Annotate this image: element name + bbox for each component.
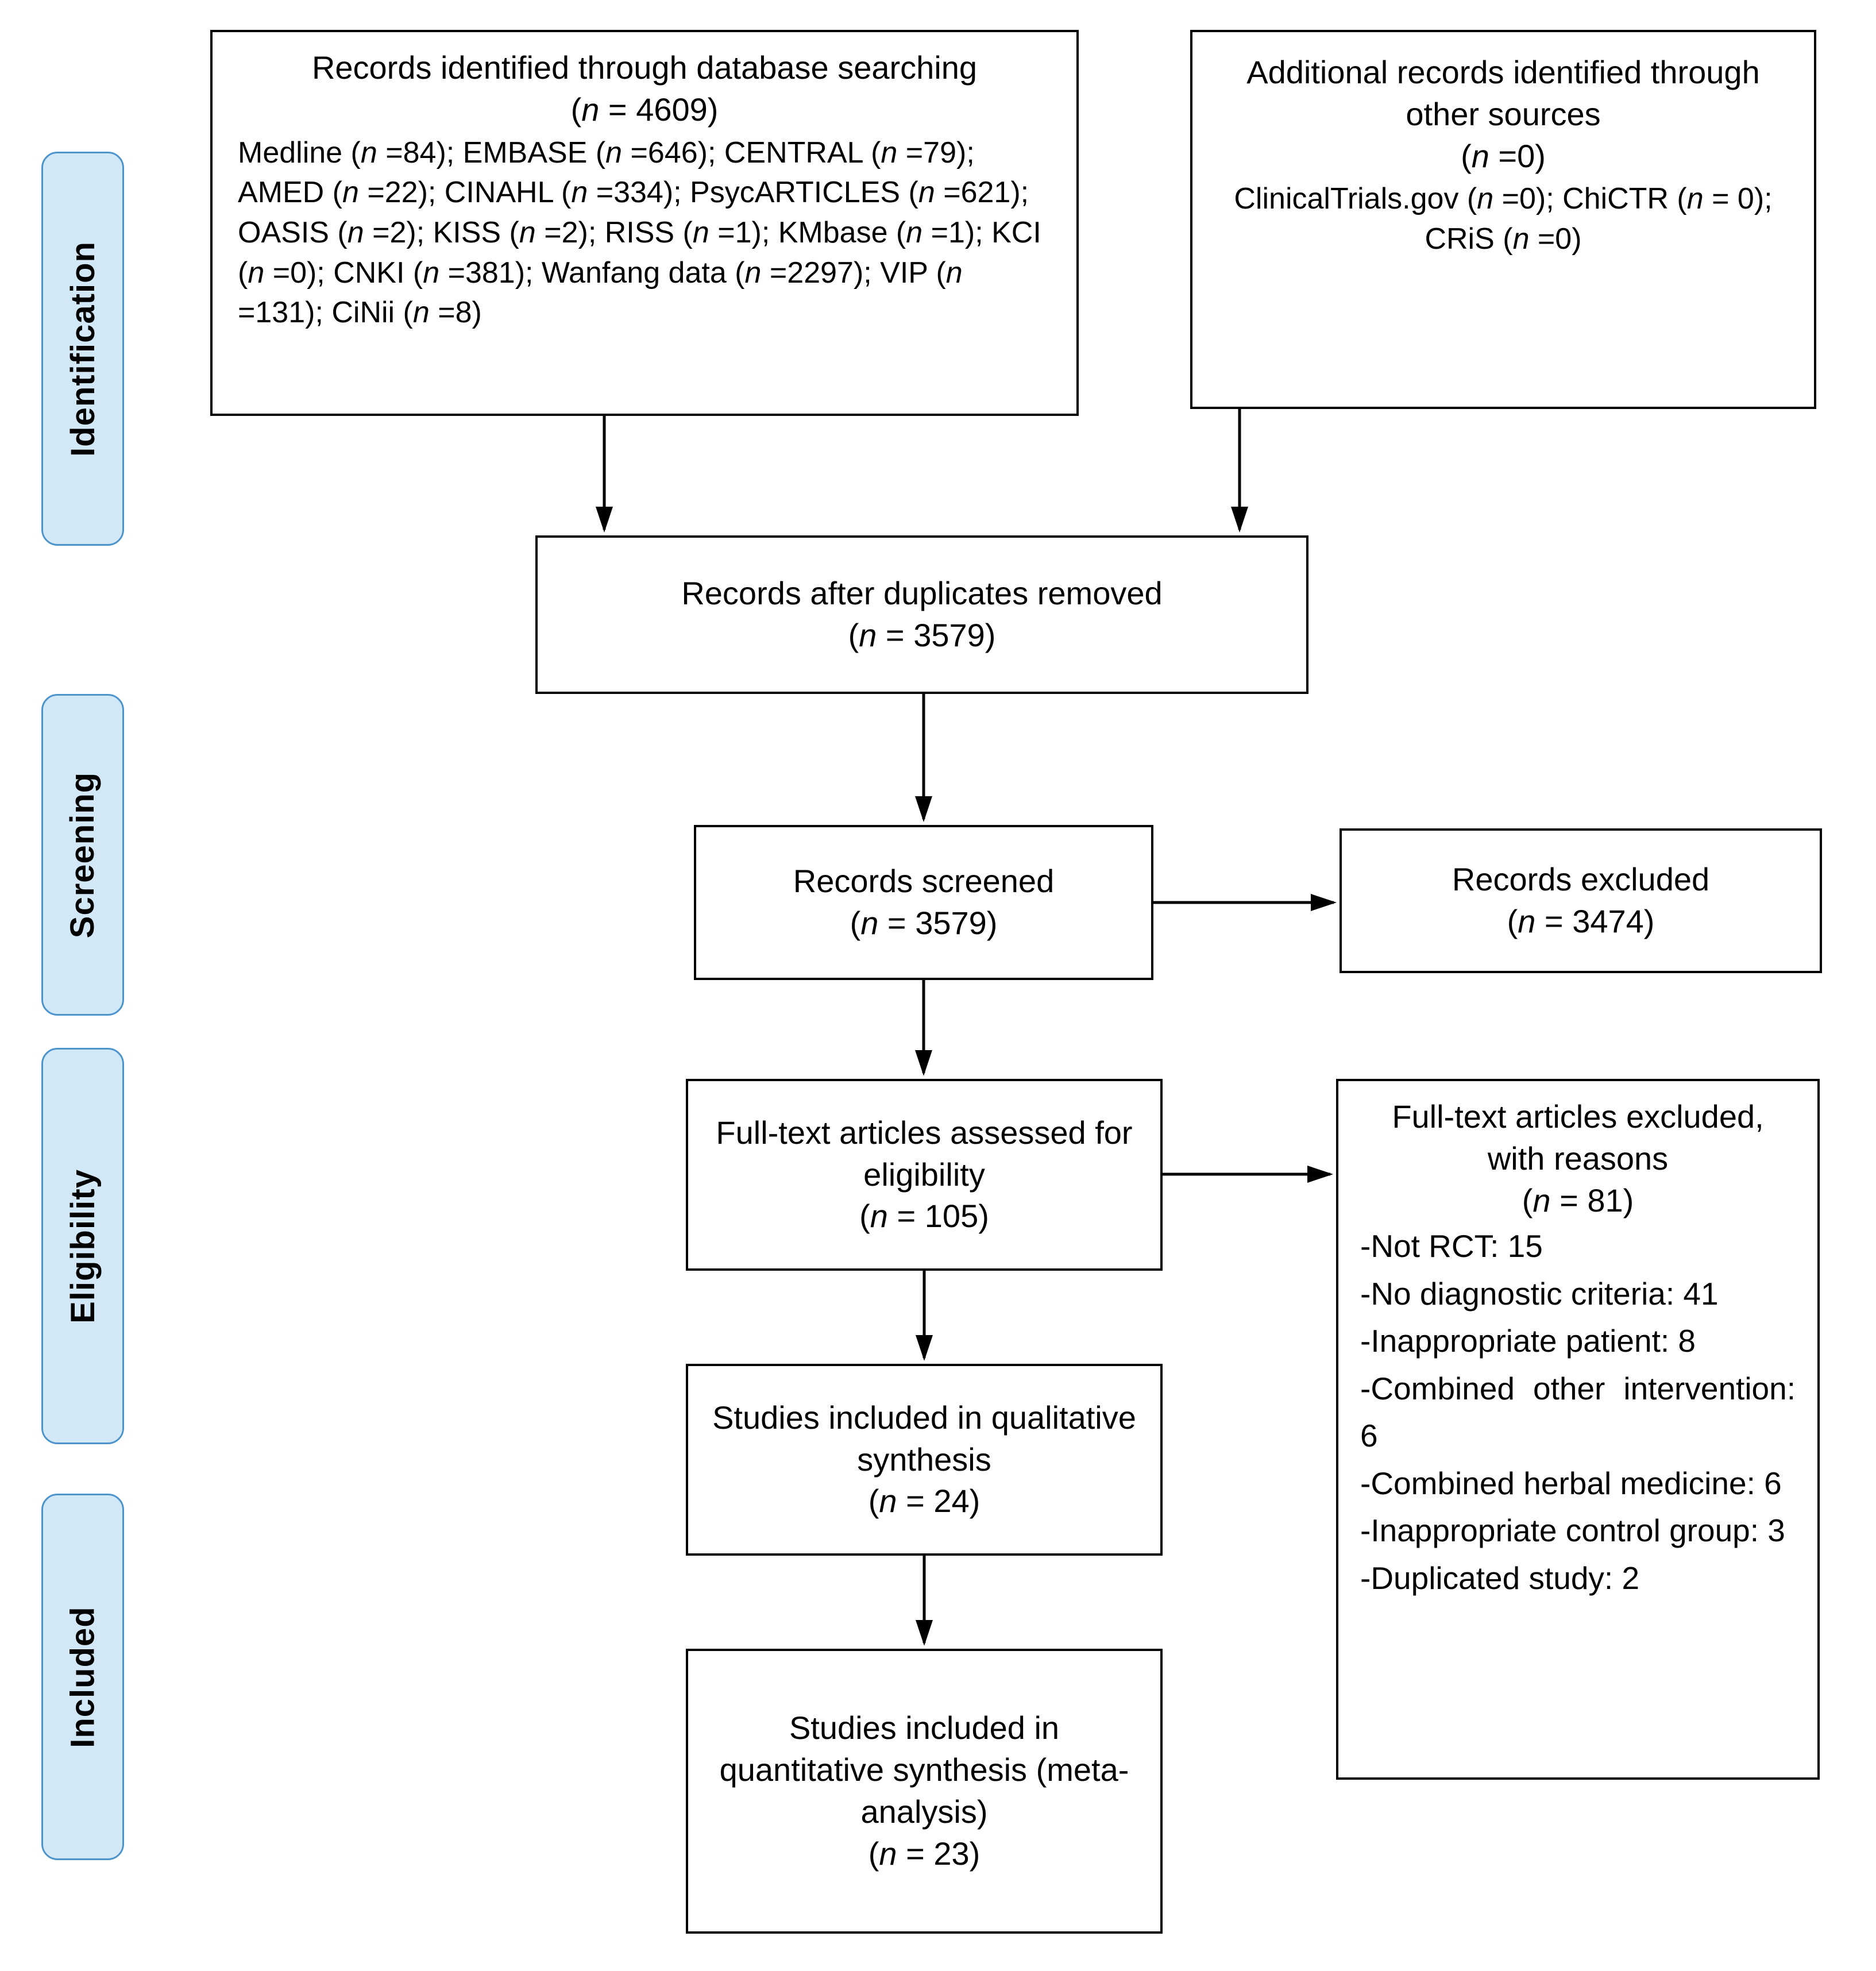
reason-item: -Inappropriate patient: 8: [1360, 1323, 1696, 1359]
records-identified-detail: Medline (n =84); EMBASE (n =646); CENTRAL (n =79); AMED (n =22); CINAHL (n =334); PsycARTICLES (n =621); OASIS (n =2); KISS (n =2); RISS (n =1); KMbase (n =1); KCI (n =0); CNKI (n =381); Wanfang data (n =2297); VIP (n =131); CiNii (n =8): [238, 136, 1041, 330]
records-excluded-title: Records excluded: [1452, 861, 1710, 898]
reason-item: -Combined herbal medicine: 6: [1360, 1465, 1782, 1501]
box-records-identified: [210, 30, 1079, 416]
reason-item: -Combined other intervention: 6: [1360, 1370, 1796, 1454]
quantitative-count: (n = 23): [868, 1835, 981, 1872]
box-records-excluded: [1340, 828, 1822, 973]
reason-item: -Not RCT: 15: [1360, 1228, 1543, 1264]
duplicates-removed-title: Records after duplicates removed: [681, 575, 1163, 612]
stage-eligibility: [41, 1048, 124, 1444]
fulltext-excluded-count: (n = 81): [1522, 1182, 1634, 1218]
stage-eligibility-label: Eligibility: [64, 1168, 102, 1324]
records-screened-count: (n = 3579): [850, 905, 998, 941]
other-sources-title: Additional records identified through other sources: [1246, 54, 1760, 132]
box-qualitative-synthesis: [686, 1364, 1163, 1556]
box-fulltext-assessed: [686, 1079, 1163, 1271]
stage-screening-label: Screening: [64, 772, 102, 938]
records-identified-count: (n = 4609): [570, 91, 719, 128]
box-duplicates-removed: [535, 535, 1308, 694]
other-sources-count: (n =0): [1461, 137, 1546, 174]
reason-item: -No diagnostic criteria: 41: [1360, 1275, 1719, 1312]
qualitative-count: (n = 24): [868, 1483, 981, 1519]
stage-included: [41, 1494, 124, 1860]
box-records-screened: [694, 825, 1153, 980]
records-identified-title: Records identified through database searching: [311, 49, 978, 86]
exclusion-reasons-list: [1360, 1222, 1796, 1602]
box-fulltext-excluded: [1336, 1079, 1820, 1780]
stage-identification-label: Identification: [64, 241, 102, 457]
reason-item: -Duplicated study: 2: [1360, 1560, 1640, 1596]
records-excluded-count: (n = 3474): [1507, 903, 1655, 939]
duplicates-removed-count: (n = 3579): [848, 617, 996, 653]
box-quantitative-synthesis: [686, 1649, 1163, 1934]
records-screened-title: Records screened: [793, 863, 1055, 900]
box-other-sources: [1190, 30, 1816, 409]
other-sources-detail: ClinicalTrials.gov (n =0); ChiCTR (n = 0); CRiS (n =0): [1234, 182, 1773, 256]
reason-item: -Inappropriate control group: 3: [1360, 1513, 1785, 1549]
fulltext-assessed-count: (n = 105): [859, 1198, 989, 1235]
qualitative-title: Studies included in qualitative synthesis: [712, 1399, 1136, 1478]
fulltext-assessed-title: Full-text articles assessed for eligibility: [716, 1114, 1133, 1193]
stage-included-label: Included: [64, 1606, 102, 1748]
stage-identification: [41, 152, 124, 546]
stage-screening: [41, 694, 124, 1016]
fulltext-excluded-title: Full-text articles excluded, with reasons: [1392, 1098, 1764, 1177]
quantitative-title: Studies included in quantitative synthesis (meta-analysis): [719, 1710, 1129, 1830]
